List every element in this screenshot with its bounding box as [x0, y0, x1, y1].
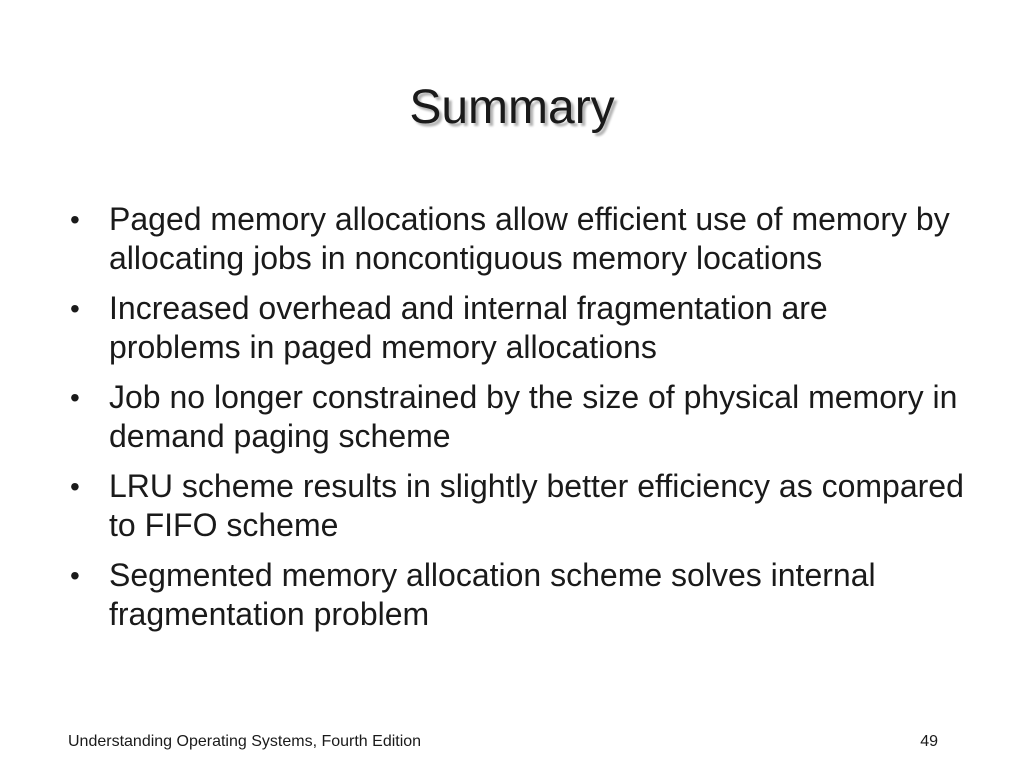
- bullet-icon: •: [70, 204, 80, 235]
- bullet-text: Increased overhead and internal fragmentation are problems in paged memory allocations: [109, 290, 828, 365]
- bullet-item: [68, 200, 968, 278]
- bullet-icon: •: [70, 560, 80, 591]
- bullet-text: Segmented memory allocation scheme solves internal fragmentation problem: [109, 557, 876, 632]
- bullet-list: [68, 200, 968, 645]
- bullet-icon: •: [70, 382, 80, 413]
- bullet-icon: •: [70, 293, 80, 324]
- footer-book-title: Understanding Operating Systems, Fourth Edition: [68, 733, 422, 750]
- bullet-item: [68, 467, 968, 545]
- bullet-text: Job no longer constrained by the size of physical memory in demand paging scheme: [109, 379, 958, 454]
- bullet-item: [68, 378, 968, 456]
- bullet-icon: •: [70, 471, 80, 502]
- bullet-item: [68, 556, 968, 634]
- bullet-text: LRU scheme results in slightly better efficiency as compared to FIFO scheme: [109, 468, 964, 543]
- slide-title: Summary: [409, 81, 615, 134]
- page-number: 49: [920, 733, 938, 750]
- bullet-text: Paged memory allocations allow efficient use of memory by allocating jobs in noncontiguous memory locations: [109, 201, 950, 276]
- bullet-item: [68, 289, 968, 367]
